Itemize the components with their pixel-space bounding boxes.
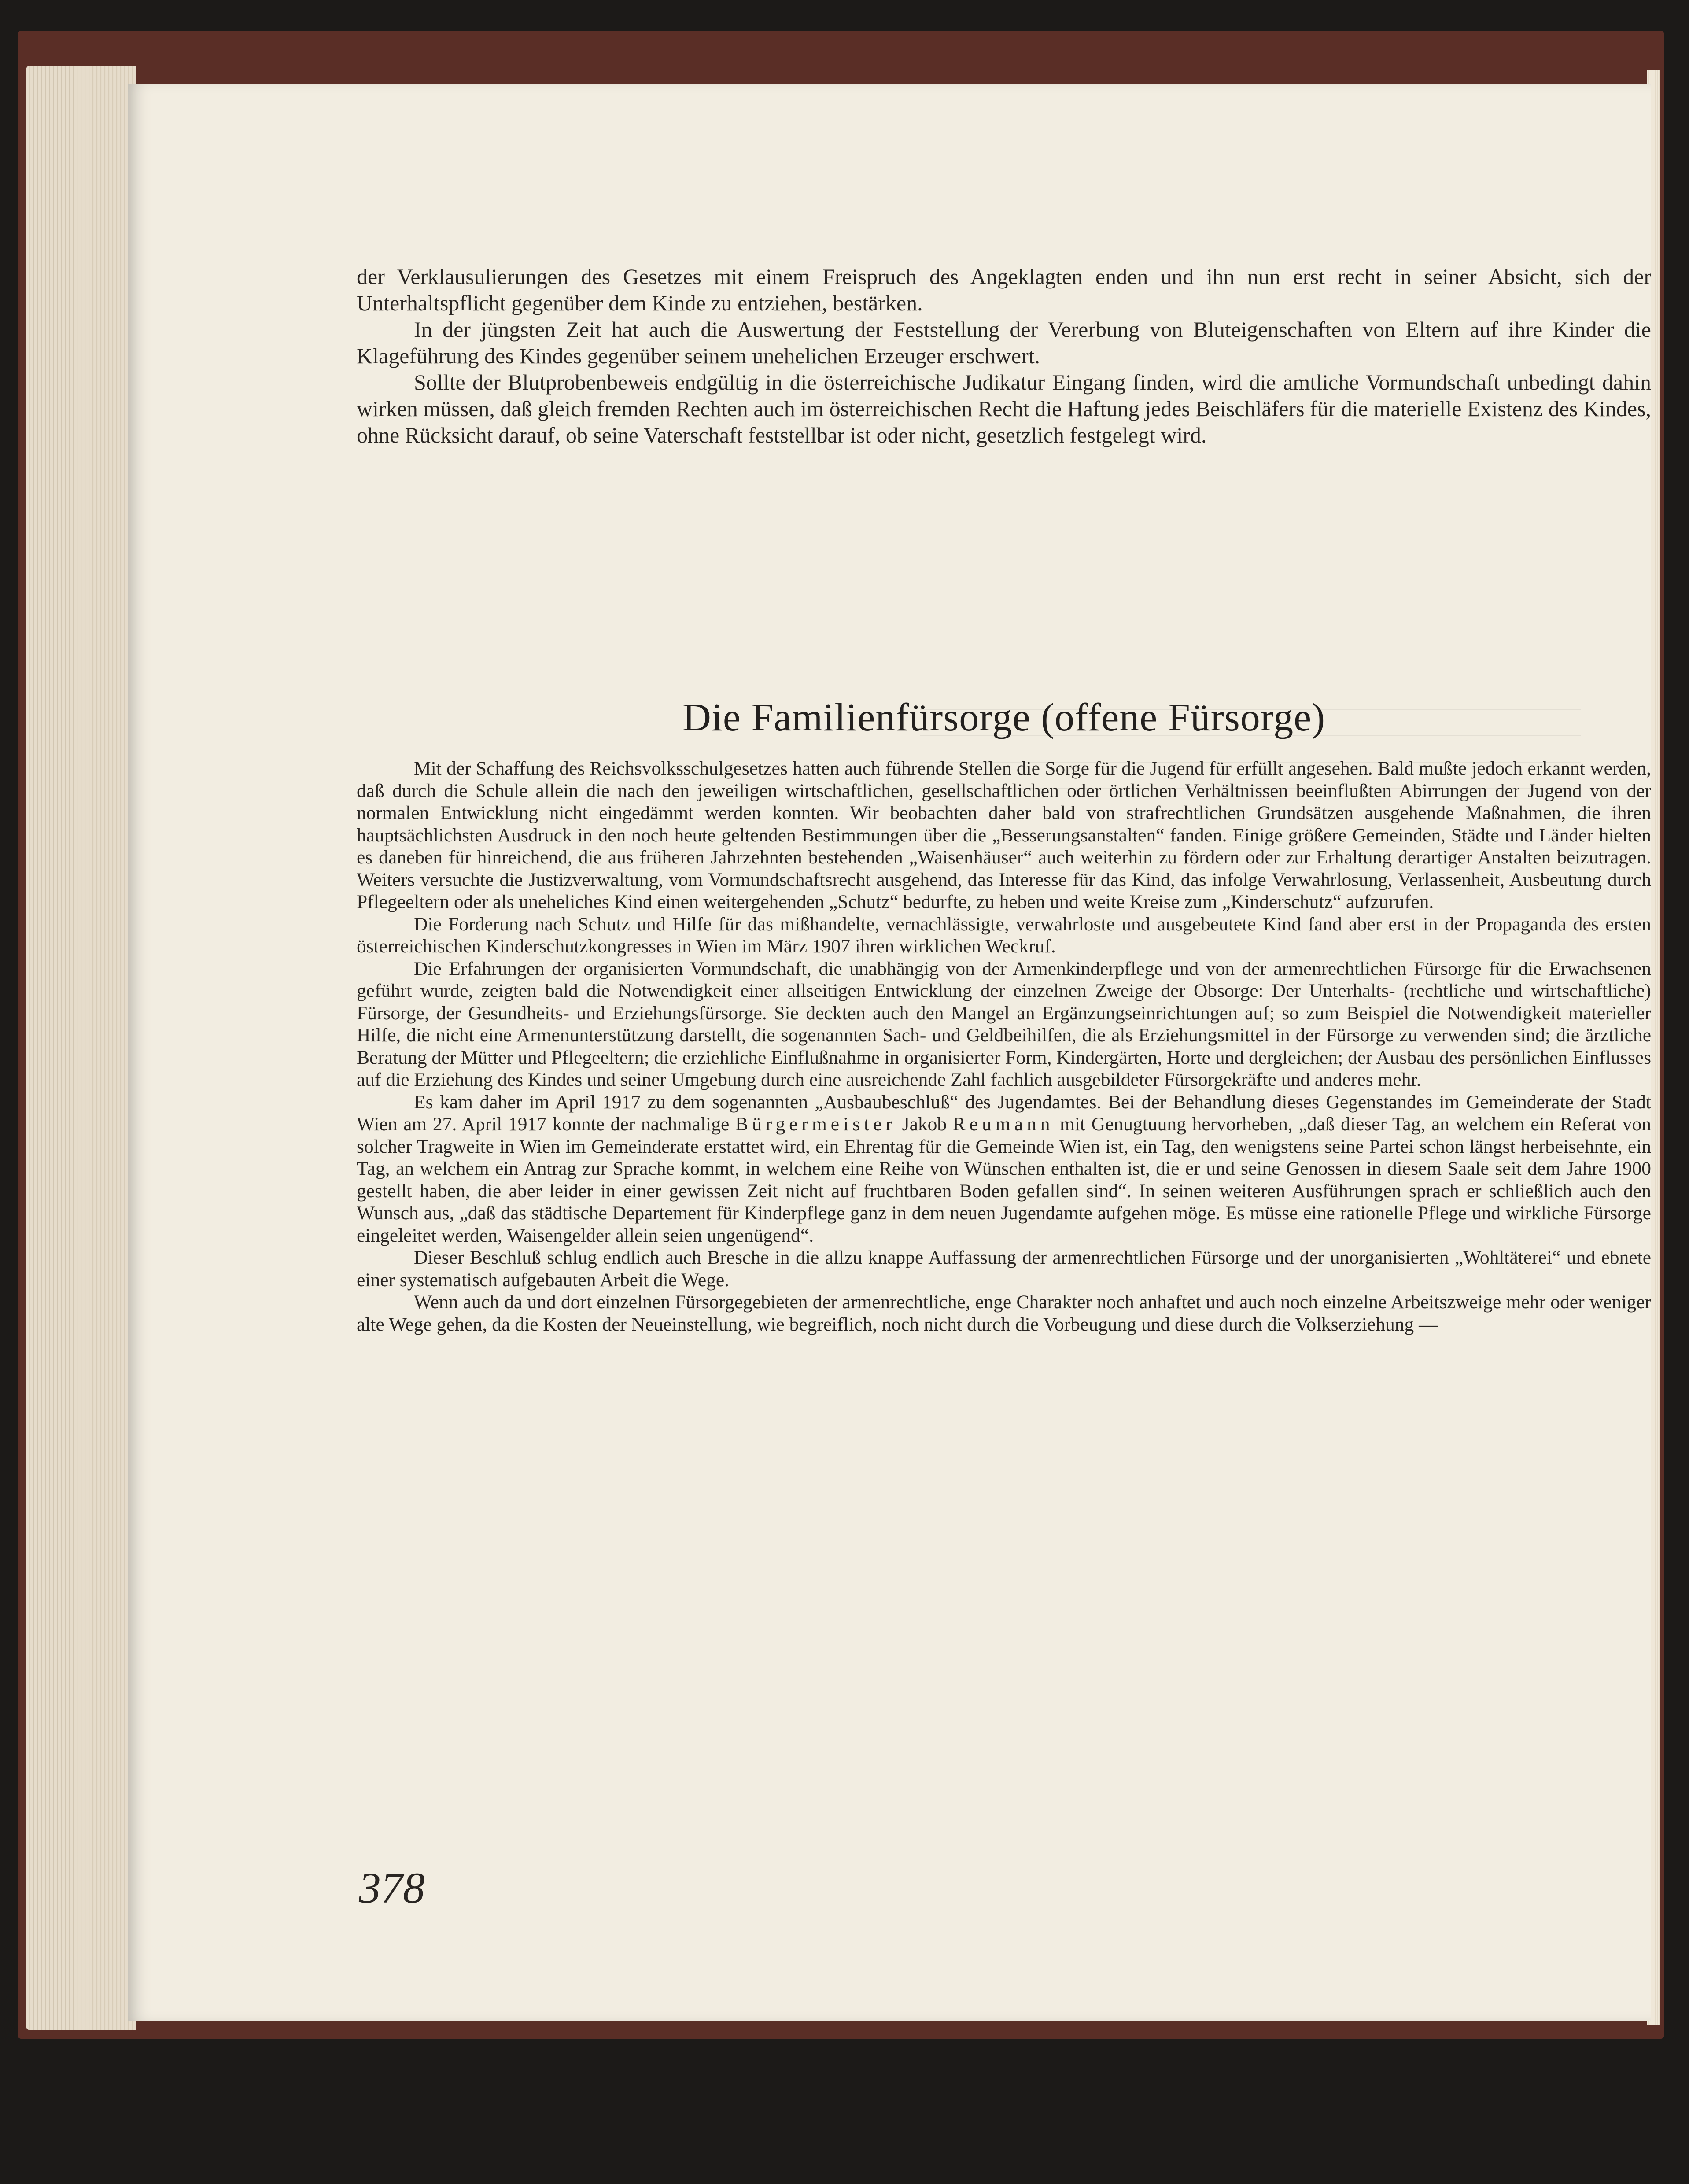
paragraph-text: mit Genugtuung hervorheben, „daß dieser Tag, an welchem ein Referat von solcher Tragweite in Wien im Gemeinderate erstattet wird, ein Ehrentag für die Gemeinde Wien ist, ein Tag, den wenigstens seine Partei schon längst herbeisehnte, ein Tag, an welchem ein Antrag zur Sprache kommt, in welchem eine Reihe von Wünschen enthalten ist, die er und seine Genossen in diesem Saale seit dem Jahre 1900 gestellt haben, die aber leider in einer gewissen Zeit nicht auf fruchtbaren Boden gefallen sind“. In seinen weiteren Ausführungen sprach er schließlich auch den Wunsch aus, „daß das städtische Departement für Kinderpflege ganz in dem neuen Jugendamte aufgehen möge. Es müsse eine rationelle Pflege und wirkliche Fürsorge eingeleitet werden, Waisengelder allein seien ungenügend“. xyxy=(357,1114,1651,1246)
section-body xyxy=(357,757,1651,1335)
section-heading: Die Familienfürsorge (offene Fürsorge) xyxy=(682,696,1326,739)
paragraph: Mit der Schaffung des Reichsvolksschulgesetzes hatten auch führende Stellen die Sorge für die Jugend für erfüllt angesehen. Bald mußte jedoch erkannt werden, daß durch die Schule allein die nach den jeweiligen wirtschaftlichen, gesellschaftlichen oder örtlichen Verhältnissen beeinflußten Abirrungen der Jugend von der normalen Entwicklung nicht eingedämmt werden konnten. Wir beobachten daher bald von strafrechtlichen Grundsätzen ausgehende Maßnahmen, die ihren hauptsächlichsten Ausdruck in den noch heute geltenden Bestimmungen über die „Besserungsanstalten“ fanden. Einige größere Gemeinden, Städte und Länder hielten es daneben für hinreichend, die aus früheren Jahrzehnten bestehenden „Waisenhäuser“ auch weiterhin zu fördern oder zur Erhaltung derartiger Anstalten beizutragen. Weiters versuchte die Justizverwaltung, vom Vormundschaftsrecht ausgehend, das Interesse für das Kind, das infolge Verwahrlosung, Verlassenheit, Ausbeutung durch Pflegeeltern oder als uneheliches Kind einen weitergehenden „Schutz“ bedurfte, zu heben und weite Kreise zum „Kinderschutz“ aufzurufen. xyxy=(357,758,1651,912)
spaced-title: Bürgermeister xyxy=(735,1114,896,1135)
paragraph: Sollte der Blutprobenbeweis endgültig in die österreichische Judikatur Eingang finden, wird die amtliche Vormundschaft unbedingt dahin wirken müssen, daß gleich fremden Rechten auch im österreichischen Recht die Haftung jedes Beischläfers für die materielle Existenz des Kindes, ohne Rücksicht darauf, ob seine Vaterschaft feststellbar ist oder nicht, gesetzlich festgelegt wird. xyxy=(357,370,1651,447)
page-stack-edges xyxy=(26,66,136,2030)
spaced-name: Reumann xyxy=(952,1114,1054,1135)
paragraph: Dieser Beschluß schlug endlich auch Bresche in die allzu knappe Auffassung der armenrechtlichen Fürsorge und der unorganisierten „Wohltäterei“ und ebnete einer systematisch aufgebauten Arbeit die Wege. xyxy=(357,1247,1651,1291)
paragraph xyxy=(357,1091,1651,1247)
continuation-text xyxy=(357,263,1651,448)
paragraph: Die Forderung nach Schutz und Hilfe für das mißhandelte, vernachlässigte, verwahrloste und ausgebeutete Kind fand aber erst in der Propaganda des ersten österreichischen Kinderschutzkongresses in Wien im März 1907 ihren wirklichen Weckruf. xyxy=(357,913,1651,957)
paragraph: Die Erfahrungen der organisierten Vormundschaft, die unabhängig von der Armenkinderpflege und von der armenrechtlichen Fürsorge für die Erwachsenen geführt wurde, zeigten bald die Notwendigkeit einer allseitigen Entwicklung der einzelnen Zweige der Obsorge: Der Unterhalts- (rechtliche und wirtschaftliche) Fürsorge, der Gesundheits- und Erziehungsfürsorge. Sie deckten auch den Mangel an Ergänzungseinrichtungen auf; so zum Beispiel die Notwendigkeit materieller Hilfe, die nicht eine Armenunterstützung darstellt, die sogenannten Sach- und Geldbeihilfen, die als Erziehungsmittel in der Fürsorge zu verwenden sind; die ärztliche Beratung der Mütter und Pflegeeltern; die erziehliche Einflußnahme in organisierter Form, Kindergärten, Horte und dergleichen; der Ausbau des persönlichen Einflusses auf die Erziehung des Kindes und seiner Umgebung durch eine ausreichende Zahl fachlich ausgebildeter Fürsorgekräfte und anderes mehr. xyxy=(357,958,1651,1090)
paragraph: der Verklausulierungen des Gesetzes mit einem Freispruch des Angeklagten enden und ihn nun erst recht in seiner Absicht, sich der Unterhaltspflicht gegenüber dem Kinde zu entziehen, bestärken. xyxy=(357,264,1651,315)
paragraph: In der jüngsten Zeit hat auch die Auswertung der Feststellung der Vererbung von Bluteigenschaften von Eltern auf ihre Kinder die Klageführung des Kindes gegenüber seinem unehelichen Erzeuger erschwert. xyxy=(357,317,1651,368)
paragraph: Wenn auch da und dort einzelnen Fürsorgegebieten der armenrechtliche, enge Charakter noch anhaftet und auch noch einzelne Arbeitszweige mehr oder weniger alte Wege gehen, da die Kosten der Neueinstellung, wie begreiflich, noch nicht durch die Vorbeugung und diese durch die Volkserziehung — xyxy=(357,1291,1651,1335)
paragraph-text: Jakob xyxy=(902,1114,947,1135)
book-page xyxy=(128,84,1651,2021)
paragraph-text: Es kam daher im April 1917 zu dem sogenannten „Ausbaubeschluß“ des Jugendamtes. Bei der Behandlung dieses Gegenstandes im Gemeinderate der Stadt Wien am 27. April 1917 konnte der nachmalige xyxy=(357,1091,1651,1135)
page-number: 378 xyxy=(359,1863,425,1912)
